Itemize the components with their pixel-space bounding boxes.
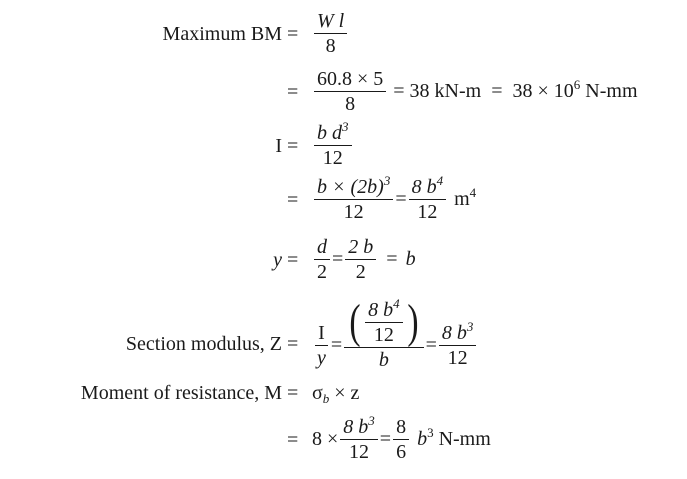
denominator: 8 (325, 35, 336, 57)
fraction-8b4-over-12 (365, 295, 403, 346)
equals-sign: = (287, 23, 299, 45)
result-value: = 38 kN-m = 38 × 10 (393, 80, 574, 102)
rhs (312, 413, 491, 463)
exponent: 3 (427, 425, 434, 440)
exponent: 3 (466, 319, 474, 334)
rhs (312, 236, 416, 283)
result-b: b (405, 248, 416, 270)
equation-row-y (0, 232, 687, 292)
numerator: 2 b (345, 236, 376, 260)
result-b3-n-mm (417, 425, 491, 451)
equals-mid: = (395, 188, 407, 210)
right-paren: ) (407, 295, 419, 348)
subscript: b (322, 391, 330, 406)
numerator-base: b d (317, 122, 342, 144)
rhs (312, 119, 354, 169)
denominator: y (317, 347, 326, 369)
numerator-base: 8 b (441, 322, 467, 344)
numerator: W l (314, 10, 347, 34)
fraction-d-over-2 (314, 236, 330, 283)
rhs (312, 68, 638, 115)
equation-row-bm-value (0, 64, 687, 124)
denominator: 12 (417, 201, 438, 223)
equals-sign: = (287, 382, 299, 404)
equals-mid: = (379, 428, 392, 450)
numerator: d (314, 236, 330, 260)
exponent: 4 (393, 295, 400, 311)
equals-sign: = (287, 81, 299, 103)
unit: N-mm (433, 428, 491, 450)
numerator-base: 8 b (411, 176, 437, 198)
fraction-8b3-over-12 (439, 319, 477, 369)
equals-mid: = (332, 248, 344, 270)
numerator (314, 173, 393, 200)
denominator: b (378, 349, 389, 371)
label-section-modulus: Section modulus, Z (125, 333, 282, 355)
fraction-60-8x5-over-8 (314, 68, 386, 115)
numerator: 60.8 × 5 (314, 68, 386, 92)
unit (454, 185, 477, 211)
fraction-bd3-over-12 (314, 119, 352, 169)
fraction-8b3-over-12 (340, 413, 378, 463)
equation-row-section-modulus (0, 292, 687, 376)
parenthesized-fraction (347, 295, 420, 348)
denominator: 12 (447, 347, 468, 369)
exponent: 3 (342, 119, 349, 134)
denominator: 2 (355, 261, 366, 283)
equation-row-moment-value (0, 412, 687, 472)
equals-sign: = (287, 135, 299, 157)
numerator-base: b × (2b) (317, 176, 384, 198)
label-y: y (273, 249, 282, 271)
denominator: 8 (345, 93, 356, 115)
exponent: 4 (469, 185, 477, 200)
times-z-text: × z (329, 382, 360, 404)
denominator: 12 (343, 201, 364, 223)
numerator (344, 295, 423, 348)
numerator (439, 319, 477, 346)
label-i: I (275, 135, 282, 157)
fraction-b-2b-cubed-over-12 (314, 173, 393, 223)
b-variable: b (417, 428, 428, 450)
fraction-2b-over-2 (345, 236, 376, 283)
times-z (329, 382, 359, 404)
equals-sign: = (287, 249, 299, 271)
result-text (388, 77, 638, 103)
rhs (312, 382, 359, 405)
sigma-symbol: σ (312, 382, 323, 404)
left-paren: ( (349, 295, 361, 348)
rhs (312, 295, 478, 371)
denominator: 12 (373, 323, 394, 346)
fraction-i-over-y (314, 322, 329, 369)
equals-sign: = (287, 429, 299, 451)
denominator: 2 (317, 261, 327, 283)
numerator-base: 8 b (368, 298, 394, 321)
equation-row-inertia (0, 118, 687, 178)
numerator: 8 (393, 416, 409, 440)
fraction-8-over-6 (393, 416, 409, 463)
equals-mid: = (330, 334, 343, 356)
sigma-b-times-z (312, 382, 359, 405)
exponent: 4 (436, 173, 444, 188)
equals-sign: = (287, 333, 299, 355)
rhs (312, 173, 477, 223)
denominator: 12 (349, 441, 370, 463)
fraction-wl-over-8 (314, 10, 347, 57)
numerator (314, 119, 352, 146)
denominator: 6 (396, 441, 407, 463)
equation-row-inertia-value (0, 172, 687, 232)
numerator: I (315, 322, 328, 346)
numerator (340, 413, 378, 440)
equals-mid-2: = (386, 248, 398, 270)
fraction-8b4-over-12 (409, 173, 447, 223)
compound-fraction (344, 295, 423, 371)
label-maximum-bm: Maximum BM (162, 23, 282, 45)
label-moment-of-resistance: Moment of resistance, M (80, 382, 282, 404)
equation-row-moment-of-resistance (0, 376, 687, 412)
denominator: 12 (322, 147, 343, 169)
numerator-base: 8 b (343, 416, 369, 438)
exponent: 6 (573, 77, 581, 92)
numerator (365, 295, 403, 323)
exponent: 3 (383, 173, 391, 188)
exponent: 3 (368, 413, 375, 428)
numerator (409, 173, 447, 200)
unit-base: m (454, 188, 470, 210)
rhs (312, 10, 349, 57)
prefix-8-times: 8 × (312, 428, 339, 450)
equals-mid-2: = (425, 334, 437, 356)
equals-sign: = (287, 189, 299, 211)
unit: N-mm (580, 80, 638, 102)
equation-row-max-bm (0, 6, 687, 66)
